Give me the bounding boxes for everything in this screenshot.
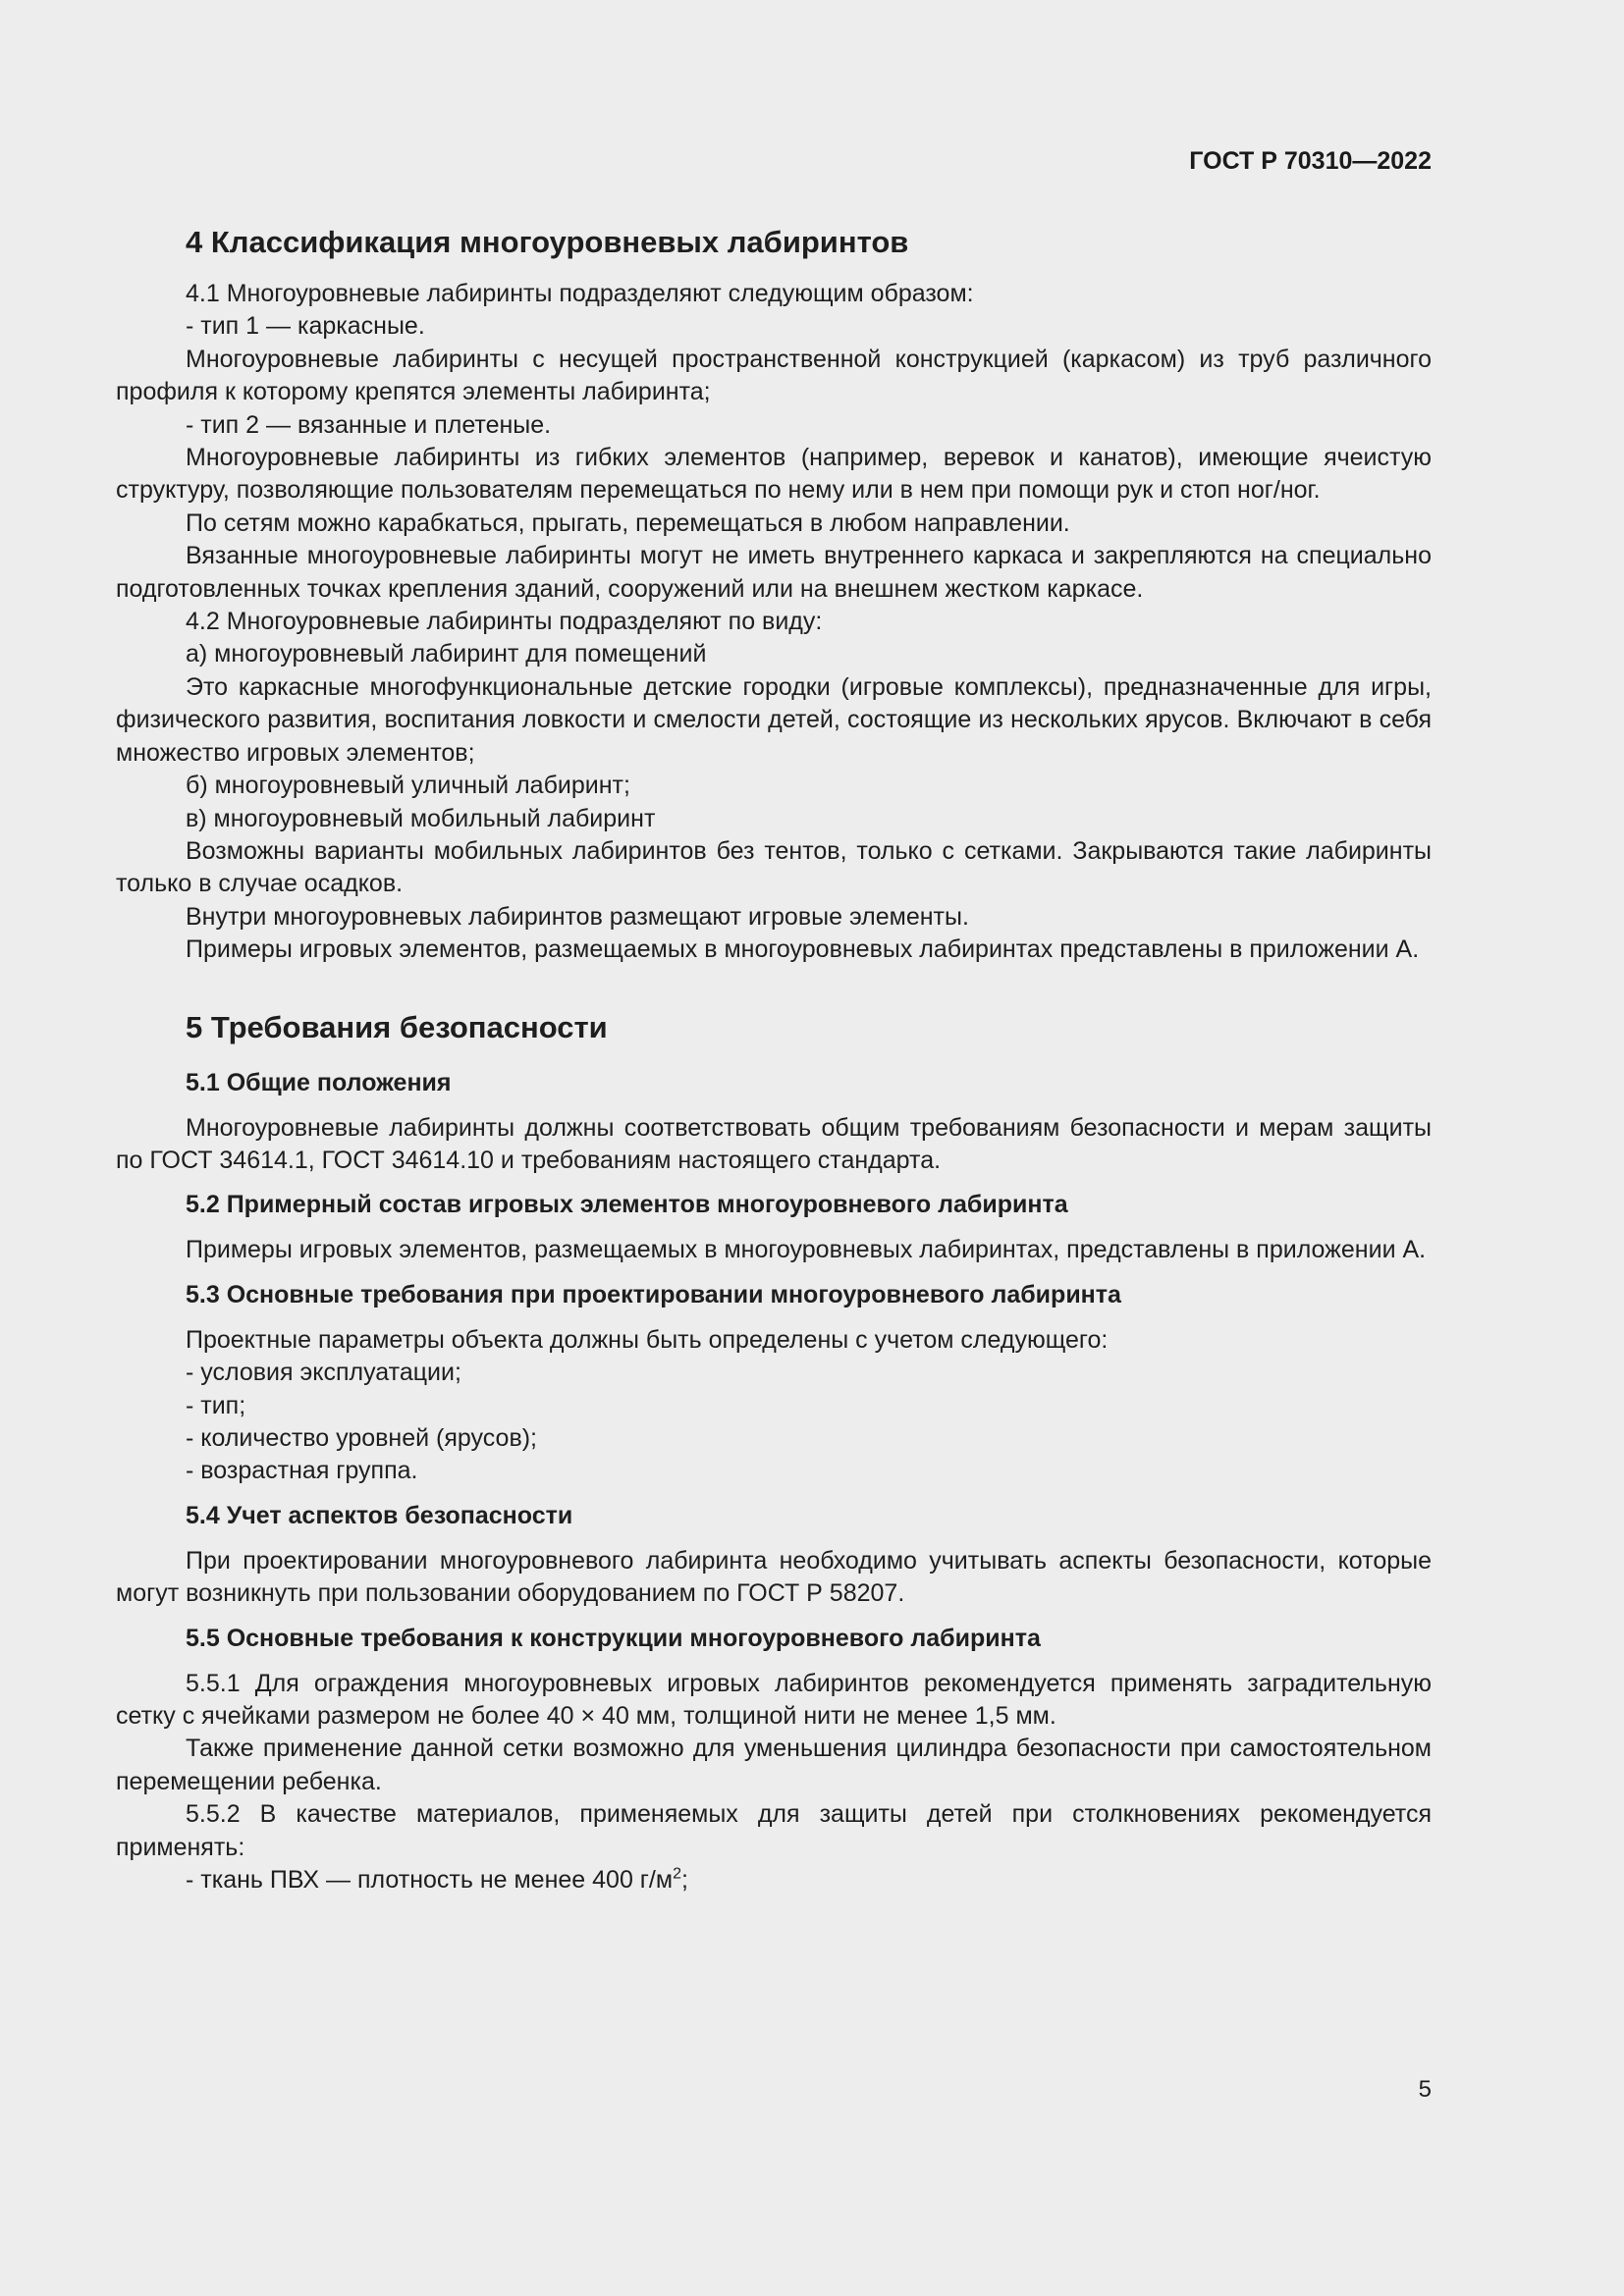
list-item: б) многоуровневый уличный лабиринт; xyxy=(186,772,630,800)
paragraph: Возможны варианты мобильных лабиринтов без тентов, только с сетками. Закрываются такие лабиринты только в случае осадков. xyxy=(116,836,1432,898)
paragraph: По сетям можно карабкаться, прыгать, перемещаться в любом направлении. xyxy=(186,508,1070,537)
list-item: в) многоуровневый мобильный лабиринт xyxy=(186,804,656,832)
list-item: - условия эксплуатации; xyxy=(186,1359,461,1387)
list-item-text: - ткань ПВХ — плотность не менее 400 г/м xyxy=(186,1866,674,1895)
paragraph: Также применение данной сетки возможно для уменьшения цилиндра безопасности при самостоятельном перемещении ребенка. xyxy=(116,1735,1432,1795)
list-item: - тип; xyxy=(186,1391,246,1419)
document-body xyxy=(116,221,1432,1896)
section-5-title: 5 Требования безопасности xyxy=(186,1009,608,1044)
page-number: 5 xyxy=(1418,2076,1432,2103)
paragraph: Внутри многоуровневых лабиринтов размещают игровые элементы. xyxy=(186,902,969,931)
paragraph: 4.2 Многоуровневые лабиринты подразделяют по виду: xyxy=(186,608,823,636)
paragraph: Вязанные многоуровневые лабиринты могут не иметь внутреннего каркаса и закрепляются на специально подготовленных точках крепления зданий, сооружений или на внешнем жестком каркасе. xyxy=(116,542,1432,603)
paragraph: Проектные параметры объекта должны быть определены с учетом следующего: xyxy=(186,1325,1109,1354)
subsection-5-2-title: 5.2 Примерный состав игровых элементов многоуровневого лабиринта xyxy=(186,1191,1068,1219)
paragraph: Многоуровневые лабиринты с несущей пространственной конструкцией (каркасом) из труб различного профиля к которому крепятся элементы лабиринта; xyxy=(116,345,1432,406)
paragraph: Многоуровневые лабиринты должны соответствовать общим требованиям безопасности и мерам защиты по ГОСТ 34614.1, ГОСТ 34614.10 и требованиям настоящего стандарта. xyxy=(116,1113,1432,1174)
paragraph: Многоуровневые лабиринты из гибких элементов (например, веревок и канатов), имеющие ячеистую структуру, позволяющие пользователям перемещаться по нему или в нем при помощи рук и стоп ног/ног. xyxy=(116,444,1432,505)
subsection-5-4-title: 5.4 Учет аспектов безопасности xyxy=(186,1501,573,1529)
subsection-5-5-title: 5.5 Основные требования к конструкции многоуровневого лабиринта xyxy=(186,1624,1041,1652)
paragraph: Примеры игровых элементов, размещаемых в многоуровневых лабиринтах представлены в приложении А. xyxy=(186,935,1420,964)
paragraph: Примеры игровых элементов, размещаемых в многоуровневых лабиринтах, представлены в приложении А. xyxy=(186,1236,1427,1264)
superscript: 2 xyxy=(673,1865,681,1883)
document-code: ГОСТ Р 70310—2022 xyxy=(1189,147,1432,175)
subsection-5-1-title: 5.1 Общие положения xyxy=(186,1068,452,1096)
paragraph: При проектировании многоуровневого лабиринта необходимо учитывать аспекты безопасности, которые могут возникнуть при пользовании оборудованием по ГОСТ Р 58207. xyxy=(116,1546,1432,1608)
list-item: - тип 1 — каркасные. xyxy=(186,312,425,341)
list-item xyxy=(116,1864,1432,1896)
paragraph: 5.5.2 В качестве материалов, применяемых для защиты детей при столкновениях рекомендуется применять: xyxy=(116,1800,1432,1861)
paragraph: 5.5.1 Для ограждения многоуровневых игровых лабиринтов рекомендуется применять заградительную сетку с ячейками размером не более 40 × 40 мм, толщиной нити не менее 1,5 мм. xyxy=(116,1669,1432,1730)
list-item: а) многоуровневый лабиринт для помещений xyxy=(186,640,707,668)
paragraph: Это каркасные многофункциональные детские городки (игровые комплексы), предназначенные для игры, физического развития, воспитания ловкости и смелости детей, состоящие из нескольких ярусов. Включают в себя множество игровых элементов; xyxy=(116,672,1432,767)
document-page xyxy=(116,0,1432,2296)
list-item: - количество уровней (ярусов); xyxy=(186,1423,537,1452)
list-item: - тип 2 — вязанные и плетеные. xyxy=(186,410,552,439)
list-item: - возрастная группа. xyxy=(186,1457,418,1485)
section-4-title: 4 Классификация многоуровневых лабиринтов xyxy=(186,225,909,259)
subsection-5-3-title: 5.3 Основные требования при проектировании многоуровневого лабиринта xyxy=(186,1280,1121,1308)
paragraph: 4.1 Многоуровневые лабиринты подразделяют следующим образом: xyxy=(186,280,974,307)
list-item-tail: ; xyxy=(680,1866,688,1895)
